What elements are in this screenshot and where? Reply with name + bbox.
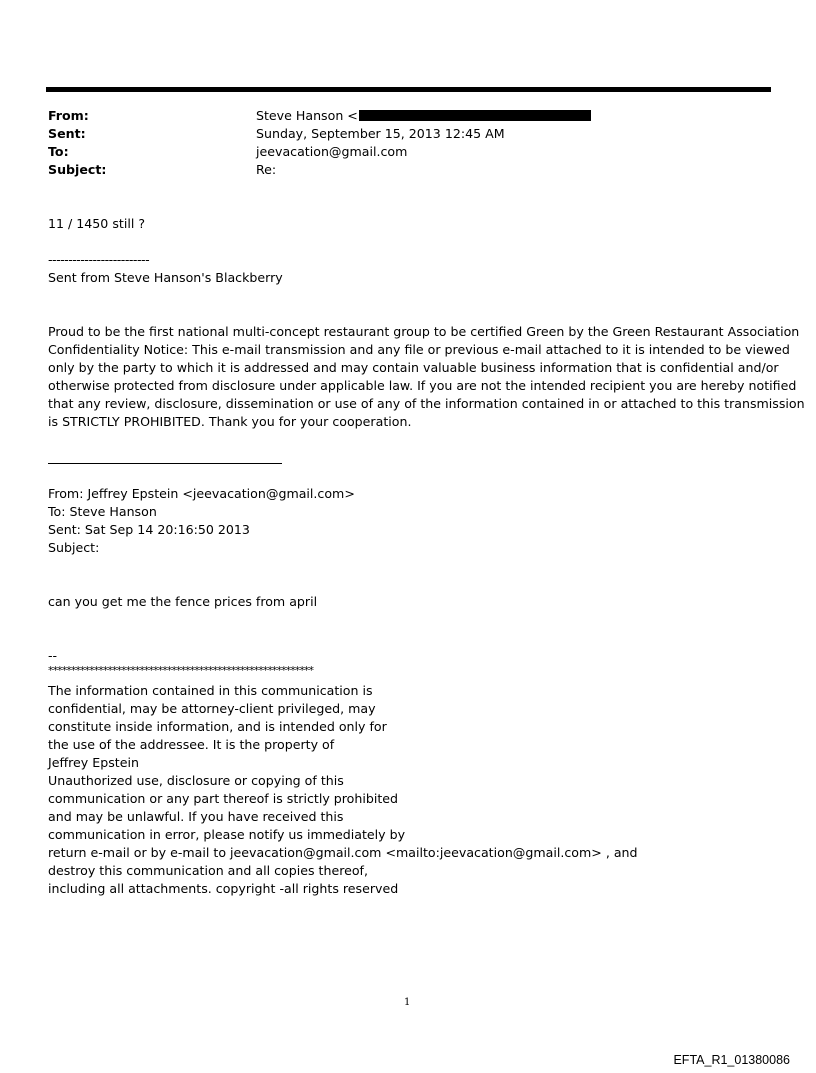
disclaimer-line: communication or any part thereof is strictly prohibited: [48, 791, 399, 806]
disclaimer-line: the use of the addressee. It is the property of: [48, 737, 335, 752]
separator-line: [48, 463, 282, 464]
subject-value: Re:: [256, 162, 277, 177]
original-to: To: Steve Hanson: [48, 504, 157, 519]
to-label: To:: [48, 144, 69, 159]
top-rule: [46, 87, 771, 92]
notice-line: Confidentiality Notice: This e-mail transmission and any file or previous e-mail attached to it is intended to be viewed: [48, 342, 790, 357]
disclaimer-line: and may be unlawful. If you have received this: [48, 809, 344, 824]
to-value: jeevacation@gmail.com: [256, 144, 408, 159]
disclaimer: [48, 682, 768, 898]
notice-line: that any review, disclosure, dissemination or use of any of the information contained in or attached to this transmission: [48, 396, 805, 411]
signature: Sent from Steve Hanson's Blackberry: [48, 270, 283, 285]
original-body: can you get me the fence prices from april: [48, 594, 318, 609]
disclaimer-line: constitute inside information, and is intended only for: [48, 719, 387, 734]
disclaimer-line: communication in error, please notify us immediately by: [48, 827, 406, 842]
subject-label: Subject:: [48, 162, 107, 177]
confidentiality-notice: [48, 323, 805, 431]
notice-line: only by the party to which it is addressed and may contain valuable business information that is confidential and/or: [48, 360, 779, 375]
disclaimer-line: The information contained in this communication is: [48, 683, 373, 698]
disclaimer-line: including all attachments. copyright -all rights reserved: [48, 881, 399, 896]
page-number: 1: [404, 997, 411, 1008]
original-subject: Subject:: [48, 540, 100, 555]
bates-number: EFTA_R1_01380086: [673, 1053, 790, 1067]
from-value: [256, 107, 591, 125]
from-label: From:: [48, 108, 89, 123]
notice-line: otherwise protected from disclosure under applicable law. If you are not the intended recipient you are hereby notified: [48, 378, 797, 393]
disclaimer-line: destroy this communication and all copies thereof,: [48, 863, 368, 878]
star-divider: **********************************************************: [48, 664, 314, 677]
signature-rule: -------------------------: [48, 252, 150, 267]
original-sent: Sent: Sat Sep 14 20:16:50 2013: [48, 522, 250, 537]
notice-line: is STRICTLY PROHIBITED. Thank you for your cooperation.: [48, 414, 412, 429]
sent-value: Sunday, September 15, 2013 12:45 AM: [256, 126, 505, 141]
original-from: From: Jeffrey Epstein <jeevacation@gmail.com>: [48, 486, 355, 501]
notice-line: Proud to be the first national multi-concept restaurant group to be certified Green by the Green Restaurant Association: [48, 324, 800, 339]
disclaimer-line: confidential, may be attorney-client privileged, may: [48, 701, 376, 716]
disclaimer-line: Unauthorized use, disclosure or copying of this: [48, 773, 344, 788]
sent-label: Sent:: [48, 126, 86, 141]
redaction-bar: [359, 110, 591, 121]
from-value-text: Steve Hanson <: [256, 108, 358, 123]
disclaimer-line: return e-mail or by e-mail to jeevacation@gmail.com <mailto:jeevacation@gmail.com> , and: [48, 845, 638, 860]
signature-dashes: --: [48, 648, 58, 663]
disclaimer-line: Jeffrey Epstein: [48, 755, 139, 770]
reply-body: 11 / 1450 still ?: [48, 216, 146, 231]
